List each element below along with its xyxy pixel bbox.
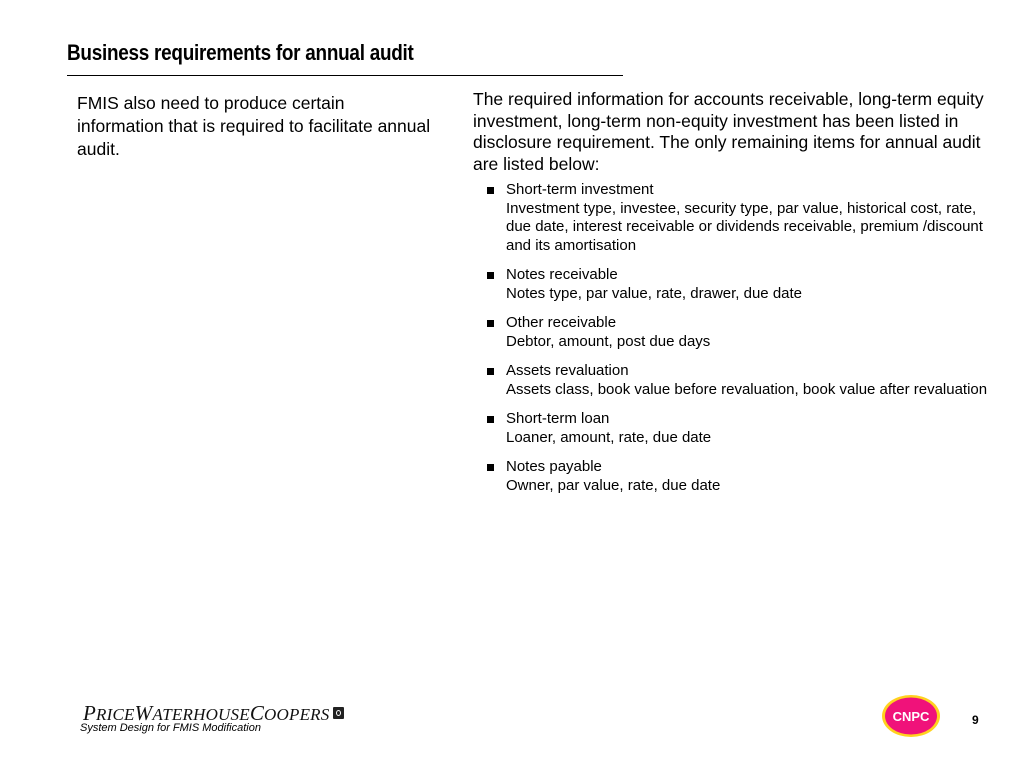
pwc-emblem-icon xyxy=(333,707,344,719)
item-title: Notes receivable xyxy=(506,266,618,283)
pwc-logo-wordmark: PRICEWATERHOUSECOOPERS xyxy=(83,701,330,725)
list-item xyxy=(473,314,993,351)
item-detail: Owner, par value, rate, due date xyxy=(506,476,721,494)
right-column xyxy=(473,89,993,506)
item-title: Short-term loan xyxy=(506,410,610,427)
pwc-logo xyxy=(83,701,344,723)
list-item xyxy=(473,458,993,495)
item-detail: Debtor, amount, post due days xyxy=(506,332,711,350)
item-detail: Investment type, investee, security type, par value, historical cost, rate, due date, interest receivable or dividends receivable, premium /discount and its amortisation xyxy=(506,199,983,254)
item-title: Assets revaluation xyxy=(506,362,629,379)
square-bullet-icon xyxy=(487,464,494,471)
item-title: Other receivable xyxy=(506,314,617,331)
square-bullet-icon xyxy=(487,187,494,194)
list-item xyxy=(473,362,993,399)
list-item xyxy=(473,181,993,255)
audit-items-list xyxy=(473,181,993,495)
item-title: Short-term investment xyxy=(506,181,654,198)
title-divider xyxy=(67,75,623,76)
list-item xyxy=(473,410,993,447)
square-bullet-icon xyxy=(487,272,494,279)
slide-title: Business requirements for annual audit xyxy=(67,40,414,65)
page-number: 9 xyxy=(972,713,979,727)
square-bullet-icon xyxy=(487,320,494,327)
left-column-text: FMIS also need to produce certain information that is required to facilitate annual audit. xyxy=(77,93,431,159)
item-title: Notes payable xyxy=(506,458,602,475)
square-bullet-icon xyxy=(487,416,494,423)
cnpc-logo-text: CNPC xyxy=(892,709,930,724)
cnpc-logo xyxy=(881,694,941,738)
item-detail: Loaner, amount, rate, due date xyxy=(506,428,712,446)
item-detail: Notes type, par value, rate, drawer, due date xyxy=(506,284,803,302)
right-intro-text: The required information for accounts receivable, long-term equity investment, long-term non-equity investment has been listed in disclosure requirement. The only remaining items for annual audit are listed below: xyxy=(473,89,984,174)
square-bullet-icon xyxy=(487,368,494,375)
footer-caption: System Design for FMIS Modification xyxy=(80,722,261,734)
item-detail: Assets class, book value before revaluation, book value after revaluation xyxy=(506,380,988,398)
list-item xyxy=(473,266,993,303)
